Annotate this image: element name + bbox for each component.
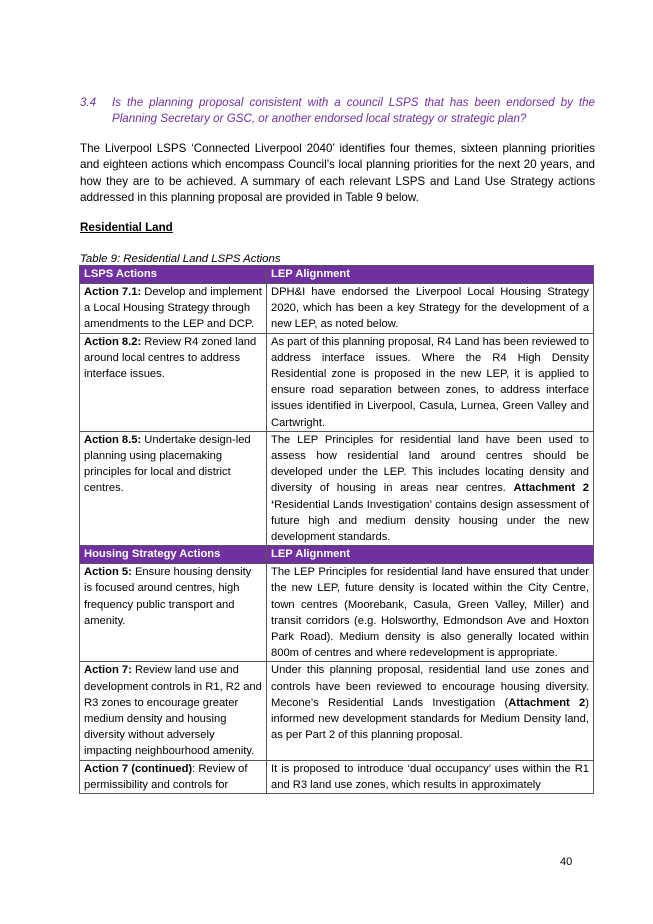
header-lep-alignment-2: LEP Alignment bbox=[267, 546, 594, 564]
action-cell bbox=[80, 760, 267, 793]
alignment-text: The LEP Principles for residential land have ensured that under the new LEP, future density is located within the City Centre, town centres (Moorebank, Casula, Green Valley, Miller) and transit corridors (e.g. Holsworthy, Edmondson Ave and Hoxton Park Road). Medium density is also generally located within 800m of centres and where redevelopment is appropriate. bbox=[271, 566, 589, 660]
action-text: Ensure housing density is focused around centres, high frequency public transport and amenity. bbox=[84, 566, 252, 627]
action-text: Undertake design-led planning using placemaking principles for local and district centres. bbox=[84, 433, 251, 495]
table-row bbox=[80, 662, 594, 760]
section-heading: Residential Land bbox=[80, 221, 173, 234]
action-text: Develop and implement a Local Housing Strategy through amendments to the LEP and DCP. bbox=[84, 286, 262, 331]
action-label: Action 5: bbox=[84, 566, 132, 579]
table-subheader-row bbox=[80, 546, 594, 564]
action-cell bbox=[80, 333, 267, 431]
alignment-text-cont: ) informed new development standards for Medium Density land, as per Part 2 of this planning proposal. bbox=[271, 696, 590, 742]
question-number: 3.4 bbox=[80, 96, 97, 109]
table-row bbox=[80, 284, 594, 334]
action-cell bbox=[80, 284, 267, 334]
alignment-cell bbox=[267, 431, 594, 545]
header-lep-alignment: LEP Alignment bbox=[267, 266, 594, 284]
alignment-text: DPH&I have endorsed the Liverpool Local Housing Strategy 2020, which has been a key Strategy for the development of a new LEP, as noted below. bbox=[271, 286, 589, 331]
question-block bbox=[80, 95, 595, 127]
alignment-emphasis: Attachment 2 ‘ bbox=[271, 482, 589, 511]
action-text: Review R4 zoned land around local centres to address interface issues. bbox=[84, 335, 257, 381]
alignment-cell bbox=[267, 760, 594, 793]
table-header-row bbox=[80, 266, 594, 284]
alignment-cell bbox=[267, 564, 594, 662]
alignment-text: As part of this planning proposal, R4 Land has been reviewed to address interface issues. Where the R4 High Density Residential zone is proposed in the new LEP, it is applied to ensure road separation between zones, to address interface issues identified in Liverpool, Casula, Lurnea, Green Valley and Cartwright. bbox=[271, 335, 589, 429]
alignment-cell bbox=[267, 284, 594, 334]
header-lsps-actions: LSPS Actions bbox=[80, 266, 267, 284]
alignment-text-cont: Residential Lands Investigation’ contains design assessment of future high and medium density housing under the new development standards. bbox=[271, 498, 589, 544]
alignment-cell bbox=[267, 662, 594, 760]
action-label: Action 7.1: bbox=[84, 286, 142, 298]
alignment-text: The LEP Principles for residential land have been used to assess how residential land around centres should be developed under the LEP. This includes locating density and diversity of housing in areas near centres. bbox=[271, 433, 589, 495]
action-text: : Review of permissibility and controls for bbox=[84, 762, 248, 791]
action-label: Action 7: bbox=[84, 664, 132, 677]
alignment-text: Under this planning proposal, residential land use zones and controls have been reviewed to encourage housing diversity. Mecone’s Residential Lands Investigation ( bbox=[271, 664, 589, 709]
question-text: Is the planning proposal consistent with a council LSPS that has been endorsed by the Planning Secretary or GSC, or another endorsed local strategy or strategic plan? bbox=[112, 96, 595, 125]
action-label: Action 7 (continued) bbox=[84, 762, 193, 775]
action-text: Review land use and development controls in R1, R2 and R3 zones to encourage greater medium density and housing diversity without adversely impacting neighbourhood amenity. bbox=[84, 664, 262, 758]
header-housing-strategy-actions: Housing Strategy Actions bbox=[80, 546, 267, 564]
page-number: 40 bbox=[560, 856, 573, 868]
action-label: Action 8.5: bbox=[84, 433, 142, 446]
alignment-emphasis: Attachment 2 bbox=[508, 696, 586, 709]
lsps-actions-table bbox=[79, 265, 594, 794]
alignment-text: It is proposed to introduce ‘dual occupancy’ uses within the R1 and R3 land use zones, which results in approximately bbox=[271, 762, 589, 791]
alignment-cell bbox=[267, 333, 594, 431]
action-cell bbox=[80, 662, 267, 760]
table-row bbox=[80, 564, 594, 662]
intro-paragraph: The Liverpool LSPS ‘Connected Liverpool 2040’ identifies four themes, sixteen planning priorities and eighteen actions which encompass Council’s local planning priorities for the next 20 years, and how they are to be achieved. A summary of each relevant LSPS and Land Use Strategy actions addressed in this planning proposal are provided in Table 9 below. bbox=[80, 142, 595, 205]
table-caption: Table 9: Residential Land LSPS Actions bbox=[80, 253, 281, 265]
action-label: Action 8.2: bbox=[84, 335, 142, 348]
action-cell bbox=[80, 564, 267, 662]
table-row bbox=[80, 431, 594, 545]
table-row bbox=[80, 760, 594, 793]
action-cell bbox=[80, 431, 267, 545]
table-row bbox=[80, 333, 594, 431]
